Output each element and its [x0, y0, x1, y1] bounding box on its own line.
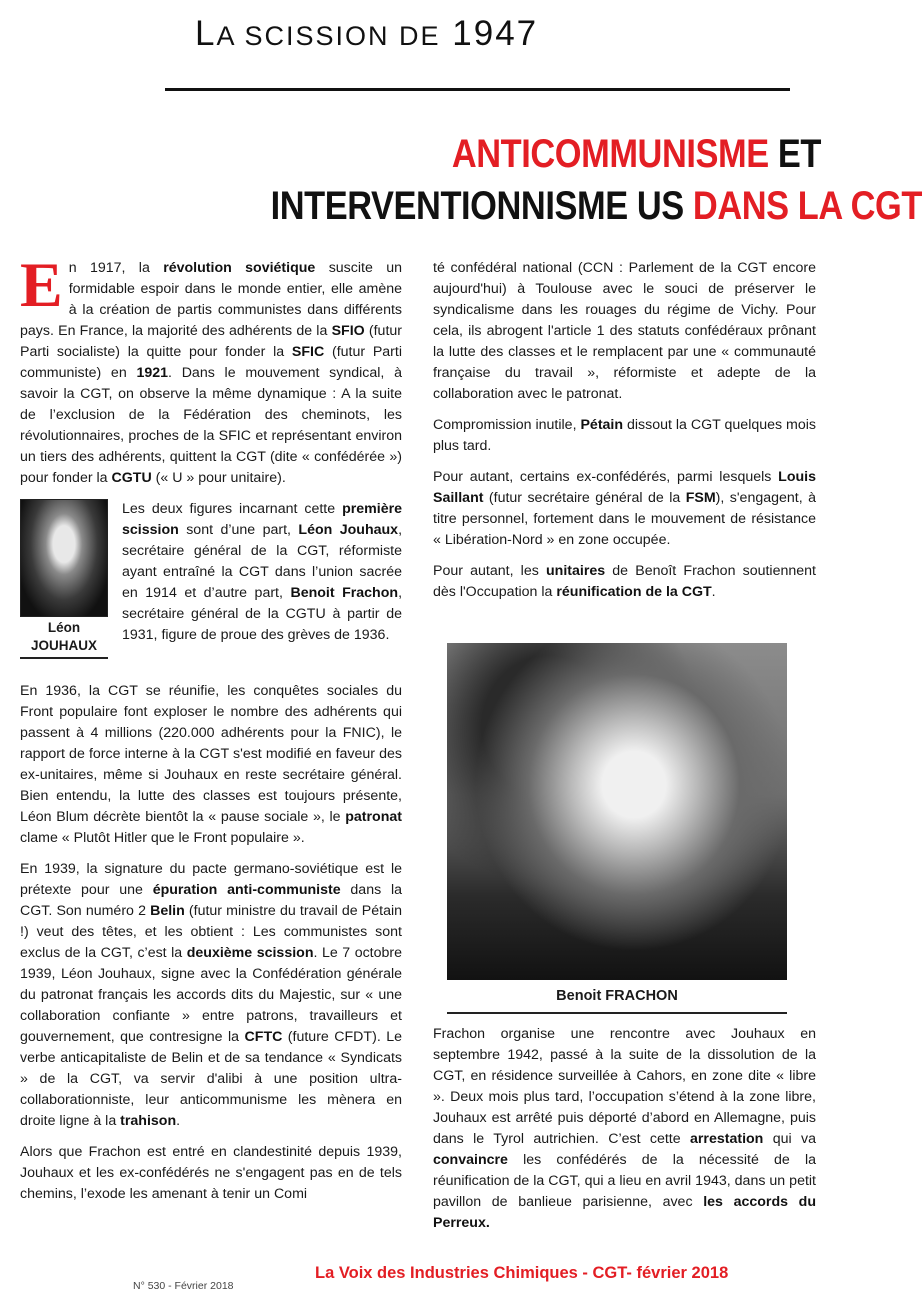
- text-run: (futur ministre du travail de Pétain !) veut des têtes, et les obtient : Les communistes sont exclus de la CGT, c’est la: [20, 903, 402, 961]
- text-run: Pour autant, les: [433, 563, 546, 579]
- text-run: (« U » pour unitaire).: [151, 470, 286, 486]
- headline-line-2: [270, 180, 922, 232]
- text-run: . Le 7 octobre 1939, Léon Jouhaux, signe avec la Confédération générale du patronat français les accords dits du Majestic, sur « une collaboration confiante » entre patrons, travailleurs et gouvernement, que contresigne la: [20, 945, 403, 1045]
- bold-text: Léon Jouhaux: [298, 522, 399, 538]
- paragraph-petain: [433, 415, 816, 457]
- paragraph-meeting: [433, 1024, 816, 1234]
- frachon-caption: Benoit FRACHON: [556, 988, 678, 1004]
- text-run: Compromission inutile,: [433, 417, 581, 433]
- caption-first-name: Léon: [47, 620, 81, 635]
- article-column-right: [433, 258, 816, 613]
- text-run: té confédéral national (CCN : Parlement de la CGT encore aujourd'hui) à Toulouse avec le souci de préserver le syndicalisme dans les rouages du régime de Vichy. Pour cela, ils abrogent l'article 1 des statuts confédéraux prônant la lutte des classes et le remplacent par une « communauté française du travail », réformiste et adepte de la collaboration avec le patronat.: [433, 260, 816, 402]
- paragraph-1939: [20, 859, 402, 1132]
- headline-red-1: ANTICOMMUNISME: [451, 132, 769, 176]
- text-run: de Benoît Frachon soutiennent dès l'Occupation la: [433, 563, 816, 600]
- text-run: n 1917, la: [68, 260, 164, 276]
- bold-text: réunification de la CGT: [556, 584, 712, 600]
- text-run: suscite un formidable espoir dans le monde entier, elle amène à la création de partis communistes dans différents pays. En France, la majorité des adhérents de la: [20, 260, 402, 339]
- paragraph-ccn: [433, 258, 816, 405]
- bold-text: Benoit Frachon: [290, 585, 399, 601]
- bold-text: 1921: [136, 365, 169, 381]
- paragraph-intro: [20, 249, 402, 489]
- text-run: Frachon organise une rencontre avec Jouhaux en septembre 1942, passé à la suite de la dissolution de la CGT, en résidence surveillée à Cahors, en zone dite « libre ». Deux mois plus tard, l’occupation s’étend à la zone libre, Jouhaux est arrêté puis déporté d’abord en Allemagne, puis dans le Tyrol autrichien. C’est cette: [433, 1026, 816, 1147]
- text-run: Alors que Frachon est entré en clandestinité depuis 1939, Jouhaux et les ex-confédérés ne s'engagent pas en de tels chemins, l’exode les amenant à tenir un Comi: [20, 1144, 402, 1202]
- headline-black-1: ET: [768, 132, 821, 176]
- frachon-photo: [447, 643, 787, 980]
- bold-text: CFTC: [244, 1029, 283, 1045]
- text-run: .: [711, 584, 716, 600]
- bold-text: convaincre: [433, 1152, 508, 1168]
- drop-cap: E: [20, 249, 63, 320]
- headline-red-2: DANS LA CGT: [692, 184, 922, 228]
- text-run: , secrétaire général de la CGTU à partir de 1931, figure de proue des grèves de 1936.: [122, 585, 403, 643]
- bold-text: épuration anti-communiste: [152, 882, 341, 898]
- bold-text: unitaires: [545, 563, 606, 579]
- bold-text: révolution soviétique: [163, 260, 316, 276]
- issue-number: N° 530 - Février 2018: [133, 1280, 234, 1292]
- text-run: En 1936, la CGT se réunifie, les conquêtes sociales du Front populaire font exploser le nombre des adhérents qui passent à 4 millions (220.000 adhérents pour la FNIC), le rapport de force interne à la CGT s'est modifié en faveur des ex-unitaires, même si Jouhaux en reste secrétaire général. Bien entendu, la lutte des classes est toujours présente, Léon Blum décrète bientôt la « pause sociale », le: [20, 683, 402, 825]
- paragraph-clandestinity: [20, 1142, 402, 1205]
- text-run: (futur secrétaire général de la: [483, 490, 686, 506]
- text-run: les confédérés de la nécessité de la réunification de la CGT, qui a lieu en avril 1943, dans un petit pavillon de banlieue parisienne, avec: [433, 1152, 816, 1210]
- bold-text: CGTU: [111, 470, 152, 486]
- text-run: . Dans le mouvement syndical, à savoir la CGT, on observe la même dynamique : A la suite de l’exclusion de la Fédération des cheminots, les révolutionnaires, proches de la SFIC et représentant environ un tiers des adhérents, quittent la CGT (dite « confédérée ») pour fonder la: [20, 365, 402, 486]
- jouhaux-portrait: [20, 499, 114, 659]
- bold-text: première scission: [122, 501, 402, 538]
- text-run: .: [176, 1113, 181, 1129]
- bold-text: Belin: [150, 903, 185, 919]
- text-run: ), s'engagent, à titre personnel, fortement dans le mouvement de résistance « Libération-Nord » en zone occupée.: [433, 490, 816, 548]
- text-run: , secrétaire général de la CGT, réformiste ayant entraîné la CGT dans l’union sacrée en 1914 et d’autre part,: [122, 522, 403, 601]
- bold-text: trahison: [120, 1113, 177, 1129]
- bold-text: les accords du Perreux.: [433, 1194, 817, 1231]
- text-run: Les deux figures incarnant cette: [122, 501, 343, 517]
- text-run: (futur Parti socialiste) la quitte pour fonder la: [20, 323, 402, 360]
- text-run: dissout la CGT quelques mois plus tard.: [433, 417, 817, 454]
- bold-text: patronat: [345, 809, 402, 825]
- headline-line-1: [271, 128, 821, 180]
- text-run: clame « Plutôt Hitler que le Front populaire ».: [20, 830, 305, 846]
- text-run: dans la CGT. Son numéro 2: [20, 882, 402, 919]
- bold-text: SFIC: [291, 344, 325, 360]
- headline-black-2: INTERVENTIONNISME US: [270, 184, 693, 228]
- bold-text: arrestation: [690, 1131, 764, 1147]
- text-run: Pour autant, certains ex-confédérés, parmi lesquels: [433, 469, 779, 485]
- bold-text: SFIO: [331, 323, 365, 339]
- article-column-left: [20, 249, 403, 1215]
- paragraph-saillant: [433, 467, 816, 551]
- text-run: (future CFDT). Le verbe anticapitaliste de Belin et de sa tendance « Syndicats » de la CGT, va servir d'alibi à une position ultra-collaborationniste, leur anticommunisme les mènera en droite ligne à la: [20, 1029, 402, 1129]
- headline: [270, 128, 922, 232]
- text-run: qui va: [763, 1131, 816, 1147]
- kicker-year: 1947: [452, 14, 539, 53]
- bold-text: deuxième scission: [186, 945, 314, 961]
- article-column-right-lower: [433, 1024, 816, 1244]
- paragraph-1936: [20, 681, 402, 849]
- caption-rule: [447, 1012, 787, 1014]
- text-run: En 1939, la signature du pacte germano-soviétique est le prétexte pour une: [20, 861, 402, 898]
- jouhaux-caption: [20, 619, 108, 659]
- caption-last-name: JOUHAUX: [30, 638, 97, 653]
- bold-text: Louis Saillant: [433, 469, 816, 506]
- paragraph-unitaires: [433, 561, 816, 603]
- kicker-initial: L: [195, 14, 217, 53]
- jouhaux-photo: [20, 499, 108, 617]
- header-rule: [165, 88, 790, 91]
- section-kicker: [195, 14, 755, 54]
- kicker-text: A SCISSION DE: [216, 21, 441, 51]
- publication-footer: La Voix des Industries Chimiques - CGT- février 2018: [315, 1264, 729, 1282]
- bold-text: FSM: [685, 490, 716, 506]
- text-run: sont d’une part,: [178, 522, 299, 538]
- bold-text: Pétain: [580, 417, 624, 433]
- text-run: (futur Parti communiste) en: [20, 344, 402, 381]
